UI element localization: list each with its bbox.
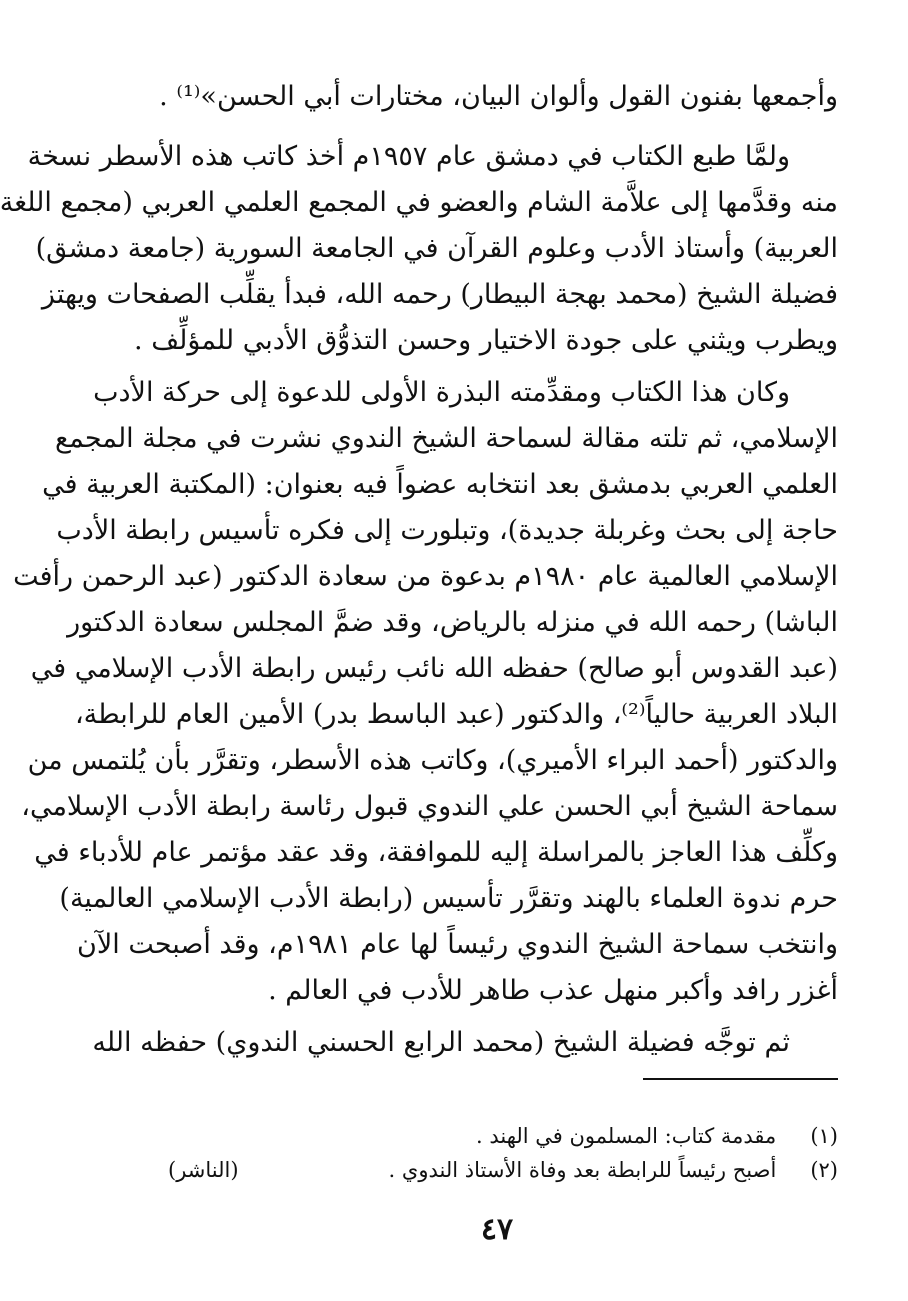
footnote bbox=[148, 1152, 838, 1188]
text-line: منه وقدَّمها إلى علاَّمة الشام والعضو في المجمع العلمي العربي (مجمع اللغة bbox=[0, 187, 838, 218]
text-line: وانتخب سماحة الشيخ الندوي رئيساً لها عام ١٩٨١م، وقد أصبحت الآن bbox=[77, 929, 838, 960]
text-line: العربية) وأستاذ الأدب وعلوم القرآن في الجامعة السورية (جامعة دمشق) bbox=[35, 233, 838, 264]
text-line: أغزر رافد وأكبر منهل عذب طاهر للأدب في العالم . bbox=[268, 975, 838, 1006]
text-line: وكلِّف هذا العاجز بالمراسلة إليه للموافقة، وقد عقد مؤتمر عام للأدباء في bbox=[34, 837, 838, 868]
text-line: فضيلة الشيخ (محمد بهجة البيطار) رحمه الله، فبدأ يقلِّب الصفحات ويهتز bbox=[41, 279, 838, 310]
text-line: الإسلامي العالمية عام ١٩٨٠م بدعوة من سعادة الدكتور (عبد الرحمن رأفت bbox=[13, 561, 838, 592]
footnote bbox=[148, 1118, 838, 1154]
footnote-number: (٢) bbox=[810, 1158, 838, 1182]
text-line: العلمي العربي بدمشق بعد انتخابه عضواً فيه بعنوان: (المكتبة العربية في bbox=[42, 469, 838, 500]
text-line: (عبد القدوس أبو صالح) حفظه الله نائب رئيس رابطة الأدب الإسلامي في bbox=[30, 653, 838, 684]
text-line: حاجة إلى بحث وغربلة جديدة)، وتبلورت إلى فكره تأسيس رابطة الأدب bbox=[56, 515, 838, 546]
footnote-separator bbox=[643, 1078, 838, 1080]
text-line: البلاد العربية حالياً⁽²⁾، والدكتور (عبد الباسط بدر) الأمين العام للرابطة، bbox=[74, 699, 838, 730]
text-line: سماحة الشيخ أبي الحسن علي الندوي قبول رئاسة رابطة الأدب الإسلامي، bbox=[21, 791, 838, 822]
footnote-text: أصبح رئيساً للرابطة بعد وفاة الأستاذ الندوي . bbox=[388, 1158, 777, 1182]
text-line: ويطرب ويثني على جودة الاختيار وحسن التذوُّق الأدبي للمؤلِّف . bbox=[134, 325, 838, 356]
footnote-text: مقدمة كتاب: المسلمون في الهند . bbox=[475, 1124, 777, 1148]
text-line: ولمَّا طبع الكتاب في دمشق عام ١٩٥٧م أخذ كاتب هذه الأسطر نسخة bbox=[27, 141, 790, 172]
page-number: ٤٧ bbox=[480, 1212, 514, 1247]
text-line: والدكتور (أحمد البراء الأميري)، وكاتب هذه الأسطر، وتقرَّر بأن يُلتمس من bbox=[27, 745, 838, 776]
footnote-credit: (الناشر) bbox=[168, 1158, 239, 1182]
text-line: وكان هذا الكتاب ومقدِّمته البذرة الأولى للدعوة إلى حركة الأدب bbox=[93, 377, 790, 408]
text-line: حرم ندوة العلماء بالهند وتقرَّر تأسيس (رابطة الأدب الإسلامي العالمية) bbox=[59, 883, 838, 914]
text-line: وأجمعها بفنون القول وألوان البيان، مختارات أبي الحسن»⁽¹⁾ . bbox=[159, 81, 838, 112]
text-line: الباشا) رحمه الله في منزله بالرياض، وقد ضمَّ المجلس سعادة الدكتور bbox=[67, 607, 838, 638]
text-line: ثم توجَّه فضيلة الشيخ (محمد الرابع الحسني الندوي) حفظه الله bbox=[92, 1027, 790, 1058]
text-line: الإسلامي، ثم تلته مقالة لسماحة الشيخ الندوي نشرت في مجلة المجمع bbox=[54, 423, 838, 454]
footnote-number: (١) bbox=[810, 1124, 838, 1148]
